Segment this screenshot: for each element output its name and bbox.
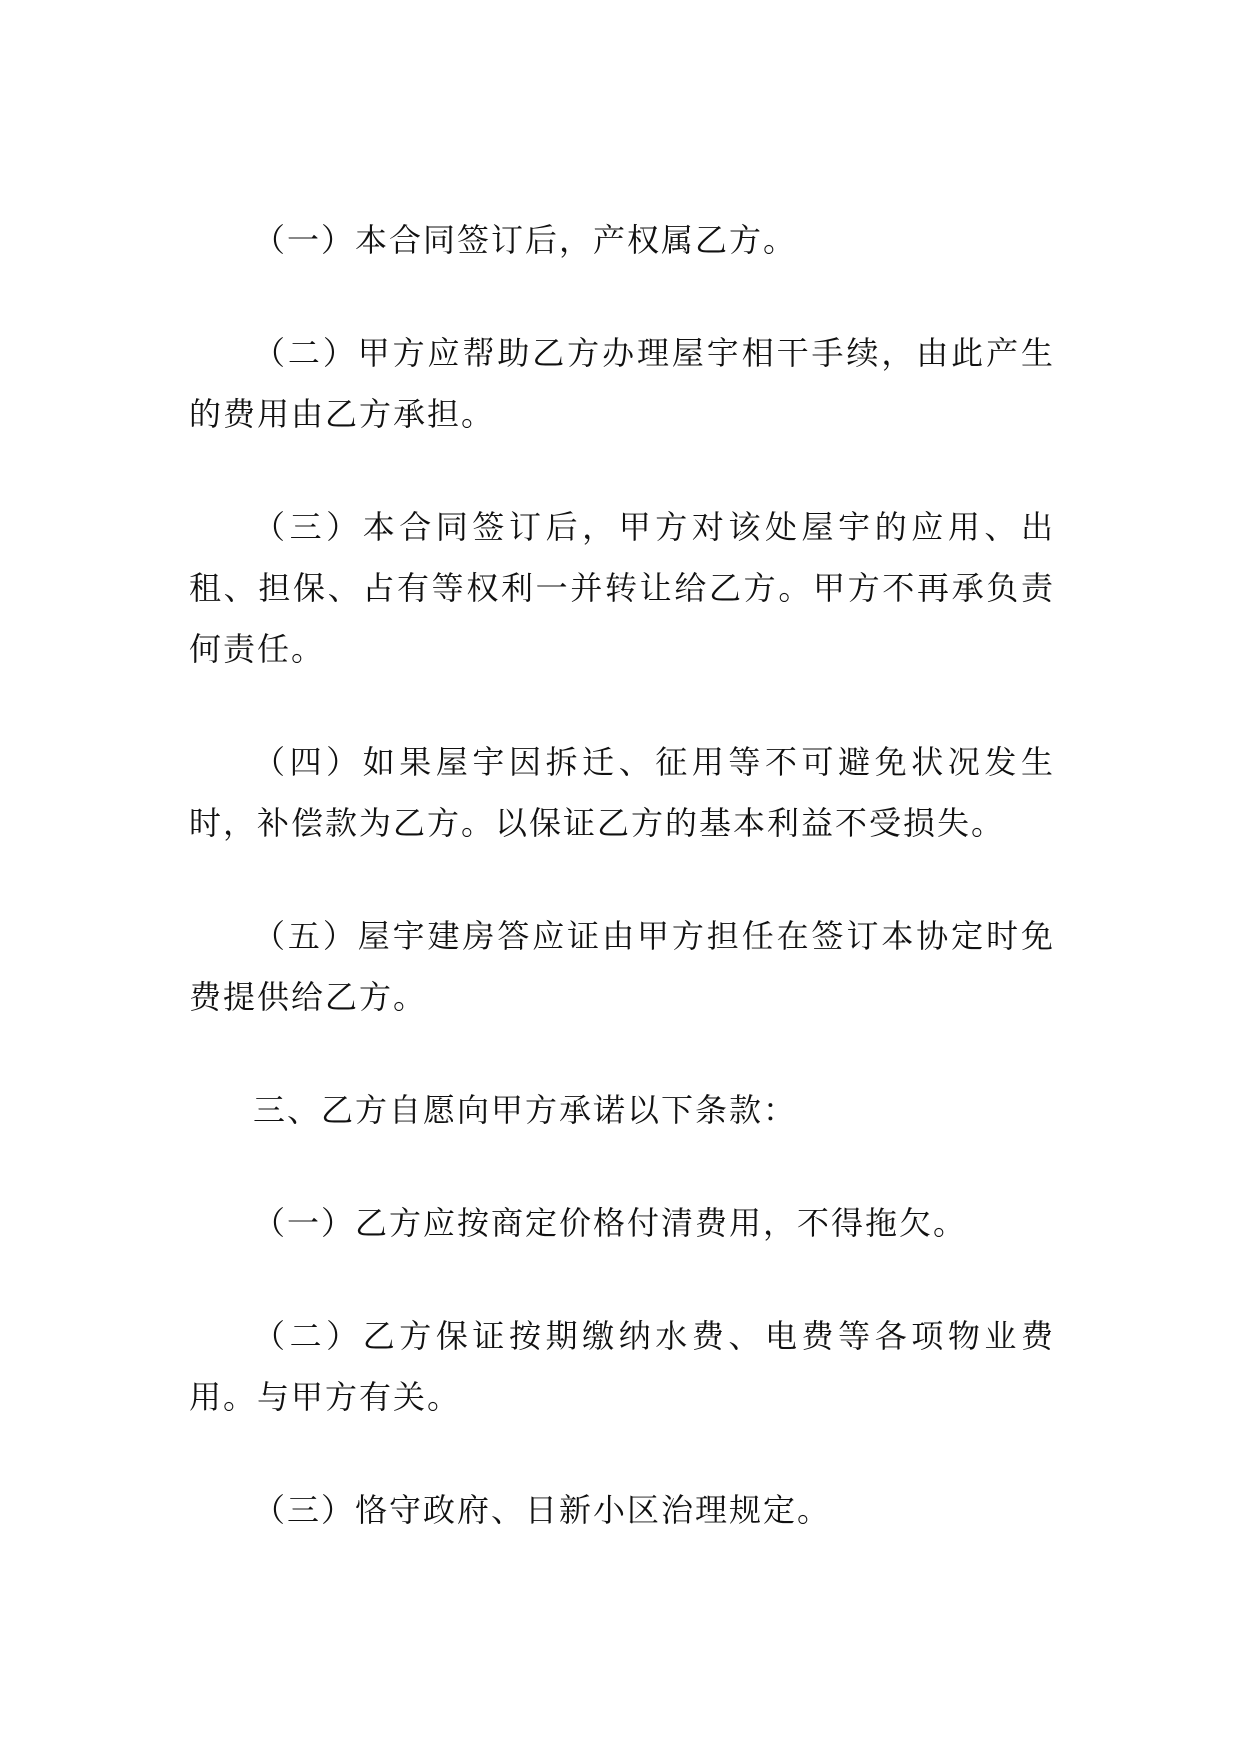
document-body	[189, 210, 1055, 1593]
paragraph: （五）屋宇建房答应证由甲方担任在签订本协定时免费提供给乙方。	[189, 917, 1055, 1016]
section-heading: 三、乙方自愿向甲方承诺以下条款：	[253, 1091, 798, 1129]
paragraph: （一）乙方应按商定价格付清费用，不得拖欠。	[253, 1204, 968, 1242]
paragraph: （四）如果屋宇因拆迁、征用等不可避免状况发生时，补偿款为乙方。以保证乙方的基本利益不受损失。	[189, 743, 1055, 842]
paragraph: （二）乙方保证按期缴纳水费、电费等各项物业费用。与甲方有关。	[189, 1317, 1055, 1416]
paragraph: （一）本合同签订后，产权属乙方。	[253, 221, 798, 259]
paragraph: （三）恪守政府、日新小区治理规定。	[253, 1491, 832, 1529]
paragraph: （三）本合同签订后，甲方对该处屋宇的应用、出租、担保、占有等权利一并转让给乙方。甲方不再承负责何责任。	[189, 508, 1055, 668]
paragraph: （二）甲方应帮助乙方办理屋宇相干手续，由此产生的费用由乙方承担。	[189, 334, 1055, 433]
